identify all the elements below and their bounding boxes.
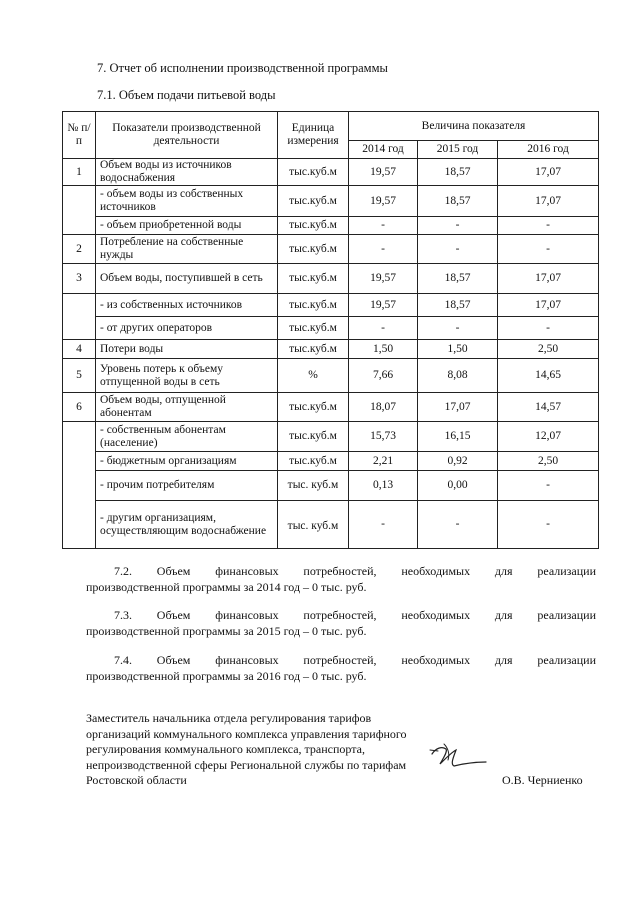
row-unit: тыс.куб.м — [278, 422, 349, 452]
row-label: - из собственных источников — [96, 294, 278, 317]
para-line: производственной программы за 2015 год – 0 тыс. руб. — [86, 624, 367, 638]
paragraph-7-4 — [86, 652, 596, 684]
row-value-2014: 2,21 — [349, 452, 418, 471]
row-value-2014: 19,57 — [349, 294, 418, 317]
para-word: необходимых — [401, 608, 471, 622]
table-row — [63, 501, 599, 549]
row-value-2016: - — [498, 471, 599, 501]
row-unit: % — [278, 359, 349, 393]
para-word: потребностей, — [303, 564, 377, 578]
para-word: Объем — [156, 653, 191, 667]
row-num: 2 — [63, 235, 96, 264]
row-unit: тыс.куб.м — [278, 235, 349, 264]
row-value-2015: - — [418, 235, 498, 264]
signatory-line: Заместитель начальника отдела регулирования тарифов — [86, 711, 372, 725]
para-word: потребностей, — [303, 653, 377, 667]
row-value-2016: 2,50 — [498, 452, 599, 471]
header-value: Величина показателя — [349, 112, 599, 141]
para-line: производственной программы за 2014 год – 0 тыс. руб. — [86, 580, 367, 594]
table-row — [63, 471, 599, 501]
row-label: - бюджетным организациям — [96, 452, 278, 471]
para-line: производственной программы за 2016 год – 0 тыс. руб. — [86, 669, 367, 683]
row-value-2014: - — [349, 317, 418, 340]
row-label: - объем приобретенной воды — [96, 217, 278, 235]
signatory-title — [86, 711, 407, 789]
para-word: 7.2. — [114, 564, 132, 578]
row-label: Объем воды, отпущенной абонентам — [96, 393, 278, 422]
row-value-2015: - — [418, 217, 498, 235]
row-num — [63, 422, 96, 549]
signatory-line: Ростовской области — [86, 773, 187, 787]
row-value-2016: - — [498, 501, 599, 549]
para-word: потребностей, — [303, 608, 377, 622]
para-word: Объем — [156, 608, 191, 622]
row-value-2015: - — [418, 501, 498, 549]
row-value-2015: 0,00 — [418, 471, 498, 501]
row-num: 6 — [63, 393, 96, 422]
row-value-2015: 18,57 — [418, 264, 498, 294]
row-value-2015: - — [418, 317, 498, 340]
row-value-2016: - — [498, 235, 599, 264]
row-unit: тыс.куб.м — [278, 317, 349, 340]
table-row — [63, 264, 599, 294]
row-value-2014: 19,57 — [349, 159, 418, 186]
row-value-2016: 17,07 — [498, 264, 599, 294]
row-unit: тыс. куб.м — [278, 471, 349, 501]
table-row — [63, 393, 599, 422]
para-word: для — [494, 608, 513, 622]
para-word: Объем — [156, 564, 191, 578]
row-value-2016: 17,07 — [498, 294, 599, 317]
row-value-2016: 14,65 — [498, 359, 599, 393]
row-unit: тыс.куб.м — [278, 294, 349, 317]
header-year-2015: 2015 год — [418, 141, 498, 159]
row-num — [63, 186, 96, 235]
row-label: Уровень потерь к объему отпущенной воды в сеть — [96, 359, 278, 393]
table-row — [63, 159, 599, 186]
row-value-2014: 18,07 — [349, 393, 418, 422]
row-label: - собственным абонентам (население) — [96, 422, 278, 452]
row-unit: тыс.куб.м — [278, 186, 349, 217]
row-value-2014: - — [349, 501, 418, 549]
row-value-2014: 15,73 — [349, 422, 418, 452]
row-value-2014: 19,57 — [349, 186, 418, 217]
table-row — [63, 217, 599, 235]
header-num: № п/п — [63, 112, 96, 159]
row-num: 1 — [63, 159, 96, 186]
signatory-line: регулирования коммунального комплекса, транспорта, — [86, 742, 365, 756]
row-num — [63, 294, 96, 340]
table-row — [63, 294, 599, 317]
para-word: реализации — [537, 653, 596, 667]
para-word: 7.3. — [114, 608, 132, 622]
row-unit: тыс.куб.м — [278, 264, 349, 294]
para-word: финансовых — [215, 564, 279, 578]
row-label: Потери воды — [96, 340, 278, 359]
row-unit: тыс. куб.м — [278, 501, 349, 549]
row-unit: тыс.куб.м — [278, 452, 349, 471]
water-supply-table — [62, 111, 599, 549]
row-value-2014: - — [349, 217, 418, 235]
signatory-line: организаций коммунального комплекса управления тарифного — [86, 726, 407, 741]
handwritten-signature — [428, 740, 490, 774]
row-label: Объем воды из источников водоснабжения — [96, 159, 278, 186]
row-unit: тыс.куб.м — [278, 217, 349, 235]
section-title: 7. Отчет об исполнении производственной программы — [97, 61, 388, 75]
row-unit: тыс.куб.м — [278, 340, 349, 359]
table-row — [63, 452, 599, 471]
table-row — [63, 359, 599, 393]
row-value-2015: 0,92 — [418, 452, 498, 471]
header-indicator: Показатели производственной деятельности — [96, 112, 278, 159]
row-value-2014: - — [349, 235, 418, 264]
row-value-2015: 1,50 — [418, 340, 498, 359]
row-value-2014: 19,57 — [349, 264, 418, 294]
para-word: для — [494, 653, 513, 667]
table-row — [63, 340, 599, 359]
subsection-title: 7.1. Объем подачи питьевой воды — [97, 88, 276, 102]
header-unit: Единица измерения — [278, 112, 349, 159]
row-num: 3 — [63, 264, 96, 294]
row-value-2015: 8,08 — [418, 359, 498, 393]
row-value-2014: 0,13 — [349, 471, 418, 501]
row-value-2016: 14,57 — [498, 393, 599, 422]
row-value-2015: 18,57 — [418, 186, 498, 217]
row-value-2016: 12,07 — [498, 422, 599, 452]
para-word: реализации — [537, 564, 596, 578]
para-word: необходимых — [401, 653, 471, 667]
signatory-line: непроизводственной сферы Региональной службы по тарифам — [86, 757, 407, 772]
row-label: Потребление на собственные нужды — [96, 235, 278, 264]
row-value-2015: 17,07 — [418, 393, 498, 422]
row-label: Объем воды, поступившей в сеть — [96, 264, 278, 294]
para-word: финансовых — [215, 653, 279, 667]
row-value-2016: 2,50 — [498, 340, 599, 359]
row-value-2015: 18,57 — [418, 159, 498, 186]
row-num: 5 — [63, 359, 96, 393]
row-unit: тыс.куб.м — [278, 393, 349, 422]
header-year-2016: 2016 год — [498, 141, 599, 159]
row-value-2014: 1,50 — [349, 340, 418, 359]
row-label: - прочим потребителям — [96, 471, 278, 501]
para-word: 7.4. — [114, 653, 132, 667]
table-row — [63, 317, 599, 340]
row-value-2016: 17,07 — [498, 186, 599, 217]
row-label: - от других операторов — [96, 317, 278, 340]
row-value-2016: 17,07 — [498, 159, 599, 186]
row-value-2016: - — [498, 317, 599, 340]
row-value-2016: - — [498, 217, 599, 235]
row-value-2015: 18,57 — [418, 294, 498, 317]
table-row — [63, 422, 599, 452]
para-word: для — [494, 564, 513, 578]
row-label: - объем воды из собственных источников — [96, 186, 278, 217]
row-label: - другим организациям, осуществляющим водоснабжение — [96, 501, 278, 549]
para-word: финансовых — [215, 608, 279, 622]
row-value-2015: 16,15 — [418, 422, 498, 452]
table-row — [63, 186, 599, 217]
header-year-2014: 2014 год — [349, 141, 418, 159]
signatory-name: О.В. Черниенко — [502, 773, 583, 787]
row-unit: тыс.куб.м — [278, 159, 349, 186]
para-word: реализации — [537, 608, 596, 622]
para-word: необходимых — [401, 564, 471, 578]
table-row — [63, 235, 599, 264]
paragraph-7-2 — [86, 563, 596, 595]
paragraph-7-3 — [86, 607, 596, 639]
row-value-2014: 7,66 — [349, 359, 418, 393]
row-num: 4 — [63, 340, 96, 359]
